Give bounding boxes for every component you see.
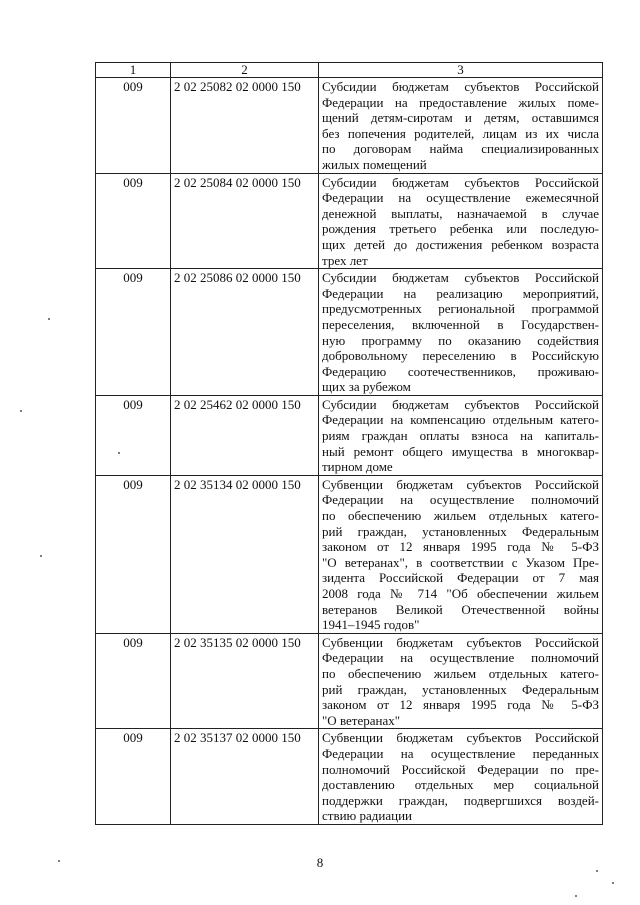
scan-speck	[596, 870, 598, 872]
scan-speck	[20, 410, 22, 412]
description-line: доставлению отдельных мер социальной	[322, 777, 599, 793]
budget-codes-table	[95, 62, 603, 825]
description-line: Федерации на осуществление полномочий	[322, 650, 599, 666]
table-row	[96, 173, 603, 269]
description-line: щих за рубежом	[322, 379, 411, 395]
description-line: "О ветеранах"	[322, 712, 401, 728]
scan-speck	[40, 555, 42, 557]
description-line: "О ветеранах", в соответствии с Указом Пре-	[322, 554, 599, 570]
budget-code-cell: 2 02 35137 02 0000 150	[171, 729, 319, 825]
admin-code-cell: 009	[96, 173, 171, 269]
budget-code-cell: 2 02 35134 02 0000 150	[171, 475, 319, 633]
scan-speck	[58, 860, 60, 862]
admin-code-cell: 009	[96, 729, 171, 825]
description-line: Федерации на осуществление ежемесячной	[322, 190, 599, 206]
budget-code-cell: 2 02 25084 02 0000 150	[171, 173, 319, 269]
description-line: Федерацию соотечественников, проживаю-	[322, 363, 599, 379]
description-line: рождения третьего ребенка или последую-	[322, 221, 599, 237]
description-line: без попечения родителей, лицам из их числа	[322, 125, 599, 141]
description-line: Субвенции бюджетам субъектов Российской	[322, 634, 599, 650]
description-cell	[319, 633, 603, 729]
description-line: Федерации на осуществление полномочий	[322, 492, 599, 508]
budget-code-cell: 2 02 35135 02 0000 150	[171, 633, 319, 729]
description-cell	[319, 475, 603, 633]
budget-code-cell: 2 02 25082 02 0000 150	[171, 78, 319, 174]
description-line: Субсидии бюджетам субъектов Российской	[322, 270, 599, 286]
description-line: 1941–1945 годов"	[322, 617, 420, 633]
table-row	[96, 475, 603, 633]
description-line: риям граждан оплаты взноса на капиталь-	[322, 428, 599, 444]
description-line: по договорам найма специализированных	[322, 141, 599, 157]
budget-code-cell: 2 02 25462 02 0000 150	[171, 395, 319, 475]
description-line: Федерации на осуществление переданных	[322, 745, 599, 761]
description-line: жилых помещений	[322, 156, 427, 172]
description-line: щих детей до достижения ребенком возраста	[322, 236, 599, 252]
header-col-1: 1	[96, 63, 171, 78]
description-cell	[319, 269, 603, 396]
table-row	[96, 78, 603, 174]
description-line: по обеспечению жильем отдельных катего-	[322, 508, 599, 524]
header-row	[96, 63, 603, 78]
table-row	[96, 633, 603, 729]
table-row	[96, 729, 603, 825]
description-line: зидента Российской Федерации от 7 мая	[322, 570, 599, 586]
description-line: Субсидии бюджетам субъектов Российской	[322, 396, 599, 412]
description-line: 2008 года № 714 "Об обеспечении жильем	[322, 586, 599, 601]
description-line: законом от 12 января 1995 года № 5-ФЗ	[322, 539, 599, 555]
description-line: предусмотренных региональной программой	[322, 301, 599, 317]
admin-code-cell: 009	[96, 633, 171, 729]
description-line: ную программу по оказанию содействия	[322, 332, 599, 348]
table-row	[96, 269, 603, 396]
description-line: ствию радиации	[322, 808, 412, 824]
description-line: Федерации на предоставление жилых поме-	[322, 94, 599, 110]
budget-code-cell: 2 02 25086 02 0000 150	[171, 269, 319, 396]
description-line: поддержки граждан, подвергшихся воздей-	[322, 792, 599, 808]
admin-code-cell: 009	[96, 78, 171, 174]
scan-speck	[575, 895, 577, 897]
description-line: Субвенции бюджетам субъектов Российской	[322, 476, 599, 492]
description-line: Федерации на реализацию мероприятий,	[322, 285, 599, 301]
description-line: Субсидии бюджетам субъектов Российской	[322, 174, 599, 190]
description-line: рий граждан, установленных Федеральным	[322, 523, 599, 539]
description-line: рий граждан, установленных Федеральным	[322, 681, 599, 697]
description-line: законом от 12 января 1995 года № 5-ФЗ	[322, 697, 599, 713]
scan-speck	[48, 318, 50, 320]
description-cell	[319, 729, 603, 825]
description-line: Федерации на компенсацию отдельным катего-	[322, 412, 599, 428]
admin-code-cell: 009	[96, 269, 171, 396]
description-line: щений детям-сиротам и детям, оставшимся	[322, 110, 599, 126]
scan-speck	[612, 882, 614, 884]
description-line: Субсидии бюджетам субъектов Российской	[322, 79, 599, 94]
header-col-2: 2	[171, 63, 319, 78]
description-line: денежной выплаты, назначаемой в случае	[322, 205, 599, 221]
table-row	[96, 395, 603, 475]
description-line: трех лет	[322, 252, 368, 268]
admin-code-cell: 009	[96, 475, 171, 633]
description-line: Субвенции бюджетам субъектов Российской	[322, 730, 599, 746]
description-cell	[319, 78, 603, 174]
description-cell	[319, 173, 603, 269]
description-line: полномочий Российской Федерации по пре-	[322, 761, 599, 777]
description-line: по обеспечению жильем отдельных катего-	[322, 665, 599, 681]
header-col-3: 3	[319, 63, 603, 78]
description-line: добровольному переселению в Российскую	[322, 348, 599, 364]
description-line: тирном доме	[322, 459, 393, 475]
description-cell	[319, 395, 603, 475]
description-line: ный ремонт общего имущества в многоквар-	[322, 443, 599, 459]
description-line: ветеранов Великой Отечественной войны	[322, 601, 599, 617]
scan-speck	[118, 452, 120, 454]
admin-code-cell: 009	[96, 395, 171, 475]
page-number: 8	[316, 855, 324, 870]
description-line: переселения, включенной в Государствен-	[322, 316, 599, 332]
